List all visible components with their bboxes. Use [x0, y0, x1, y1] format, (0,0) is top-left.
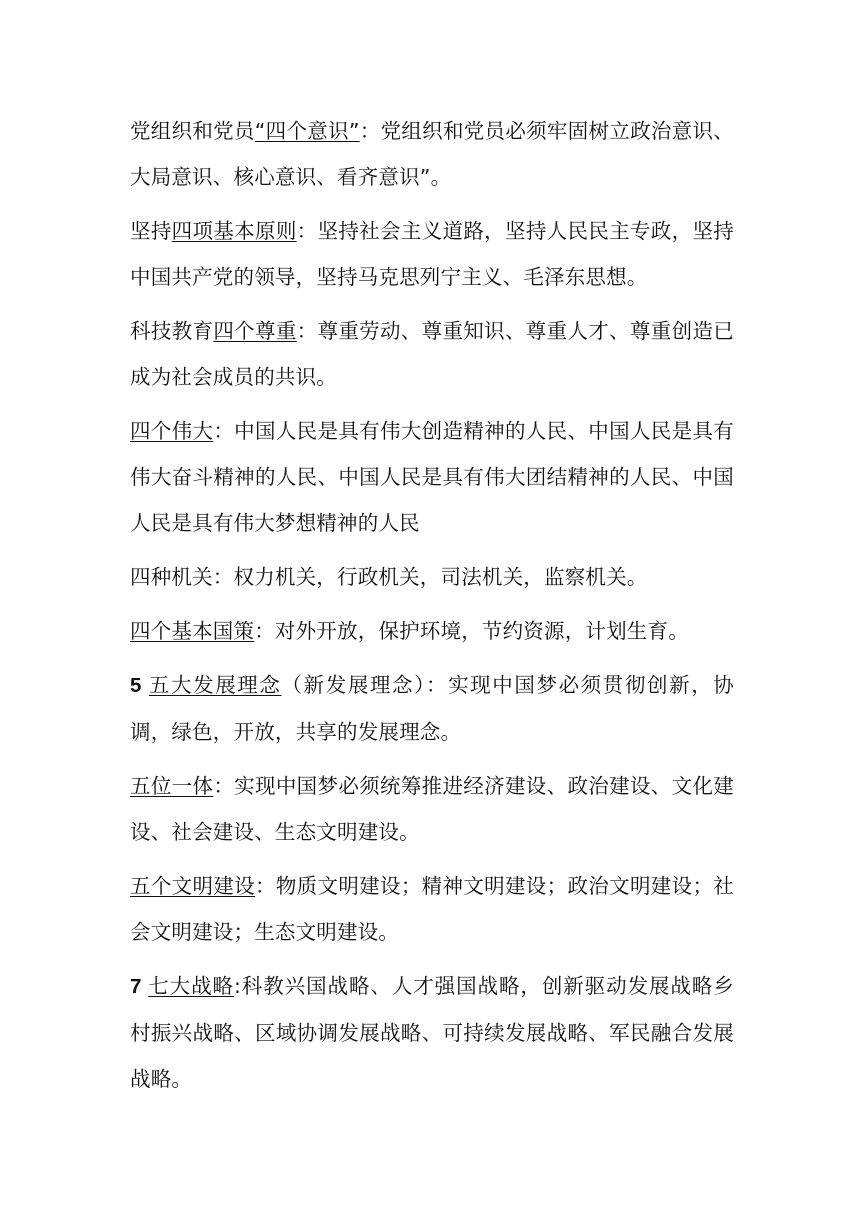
- term-four-cardinal-principles: 四项基本原则: [171, 219, 297, 243]
- paragraph-body: ：党组织和党员必须牢固树立政治意识、大局意识、核心意识、看齐意识”。: [130, 119, 734, 189]
- term-four-respects: 四个尊重: [213, 319, 297, 343]
- paragraph-five-development-concepts: [130, 662, 734, 755]
- term-five-development-concepts: 五大发展理念: [148, 673, 282, 697]
- paragraph-prefix: 科技教育: [130, 319, 214, 343]
- paragraph-number: 5: [130, 674, 149, 697]
- paragraph-four-basic-policies: [130, 608, 734, 654]
- paragraph-four-cardinal-principles: [130, 208, 734, 300]
- paragraph-five-civilizations: [130, 863, 734, 955]
- paragraph-body: ：坚持社会主义道路，坚持人民民主专政，坚持中国共产党的领导，坚持马克思列宁主义、毛泽东思想。: [130, 219, 735, 289]
- term-five-in-one: 五位一体: [130, 774, 214, 798]
- document-page: [130, 108, 734, 1110]
- paragraph-number: 7: [130, 975, 149, 998]
- term-four-greats: 四个伟大: [130, 419, 214, 443]
- paragraph-body: ：尊重劳动、尊重知识、尊重人才、尊重创造已成为社会成员的共识。: [130, 319, 734, 389]
- term-four-consciousness: “四个意识”: [254, 119, 360, 143]
- term-five-civilizations: 五个文明建设: [130, 874, 255, 898]
- term-seven-strategies: 七大战略: [148, 974, 234, 998]
- paragraph-body: ：对外开放，保护环境，节约资源，计划生育。: [254, 619, 689, 643]
- paragraph-body: ：实现中国梦必须统筹推进经济建设、政治建设、文化建设、社会建设、生态文明建设。: [130, 774, 734, 844]
- paragraph-four-greats: [130, 408, 734, 546]
- paragraph-prefix: 党组织和党员: [130, 119, 255, 143]
- paragraph-seven-strategies: [130, 963, 734, 1102]
- paragraph-five-in-one: [130, 763, 734, 855]
- paragraph-body: ：中国人民是具有伟大创造精神的人民、中国人民是具有伟大奋斗精神的人民、中国人民是具有伟大团结精神的人民、中国人民是具有伟大梦想精神的人民: [130, 419, 734, 535]
- paragraph-four-consciousness: [130, 108, 734, 200]
- paragraph-body: （新发展理念）：实现中国梦必须贯彻创新，协调，绿色，开放，共享的发展理念。: [130, 673, 734, 744]
- paragraph-four-respects: [130, 308, 734, 400]
- paragraph-four-organs: [130, 554, 734, 600]
- paragraph-prefix: 坚持: [130, 219, 172, 243]
- term-four-basic-policies: 四个基本国策: [130, 619, 255, 643]
- paragraph-body: 四种机关：权力机关，行政机关，司法机关，监察机关。: [130, 565, 648, 589]
- paragraph-body: ：物质文明建设；精神文明建设；政治文明建设；社会文明建设；生态文明建设。: [130, 874, 734, 944]
- paragraph-body: :科教兴国战略、人才强国战略，创新驱动发展战略乡村振兴战略、区域协调发展战略、可持续发展战略、军民融合发展战略。: [130, 974, 734, 1091]
